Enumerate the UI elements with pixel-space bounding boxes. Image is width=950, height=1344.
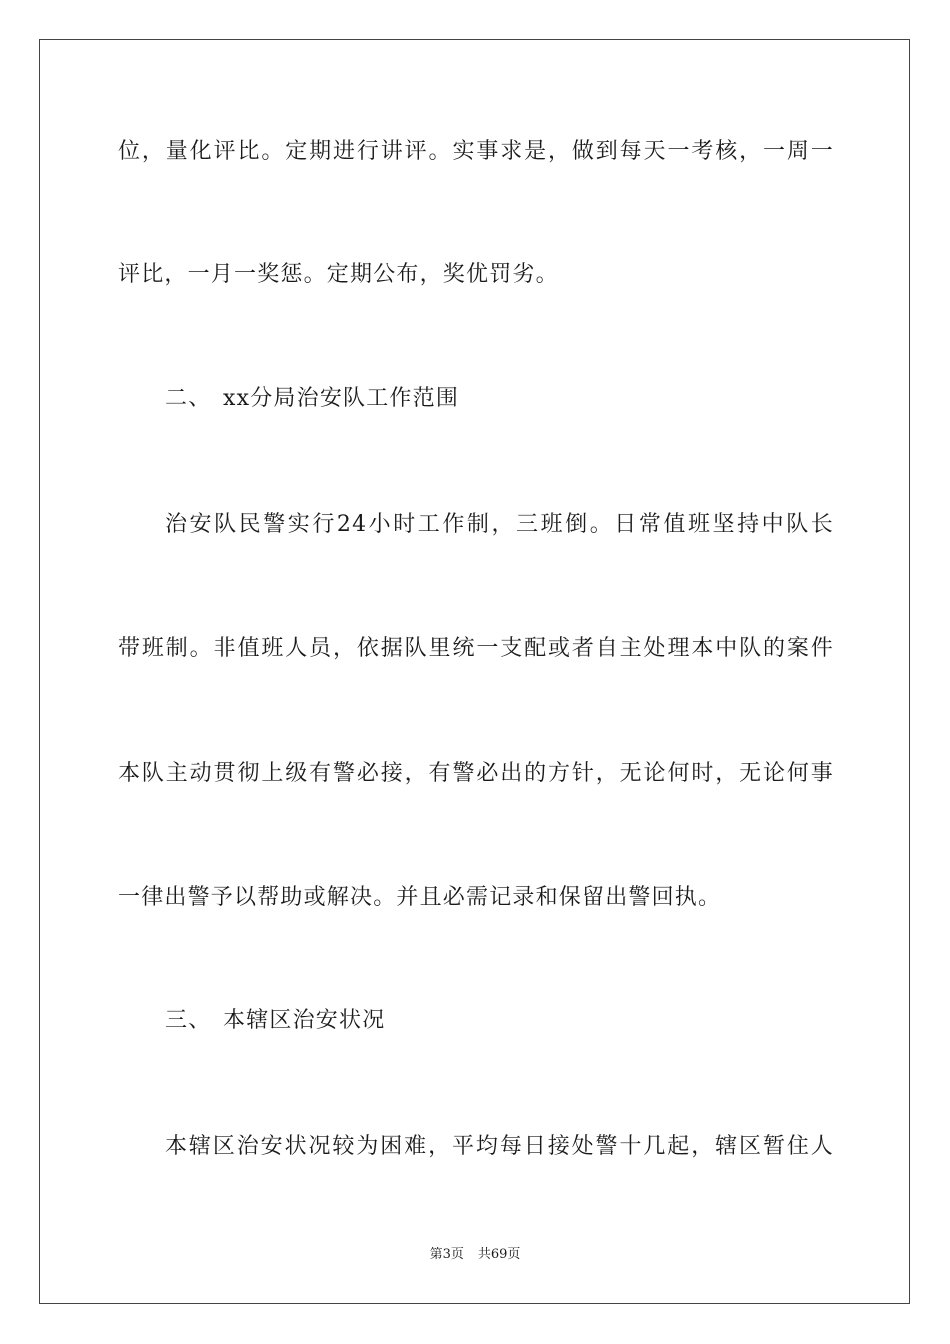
body-line-2: 评比，一月一奖惩。定期公布，奖优罚劣。 — [118, 262, 559, 287]
section-title: 本辖区治安状况 — [223, 1008, 386, 1033]
body-line-3: 治安队民警实行24小时工作制，三班倒。日常值班坚持中队长 — [165, 512, 834, 537]
page-footer — [0, 1246, 950, 1264]
section-number: 二、 — [165, 386, 212, 411]
page-number: 第3页 — [429, 1247, 464, 1262]
page-border — [39, 39, 910, 1304]
section-heading-2 — [165, 384, 459, 414]
body-line-6: 一律出警予以帮助或解决。并且必需记录和保留出警回执。 — [118, 885, 722, 910]
body-line-5: 本队主动贯彻上级有警必接，有警必出的方针，无论何时，无论何事 — [118, 761, 834, 786]
section-title: xx分局治安队工作范围 — [223, 386, 460, 411]
page-total: 共69页 — [477, 1247, 521, 1262]
body-line-4: 带班制。非值班人员，依据队里统一支配或者自主处理本中队的案件 — [118, 636, 834, 661]
body-line-1: 位，量化评比。定期进行讲评。实事求是，做到每天一考核，一周一 — [118, 139, 834, 164]
section-heading-3 — [165, 1006, 385, 1036]
section-number: 三、 — [165, 1008, 212, 1033]
body-line-7: 本辖区治安状况较为困难，平均每日接处警十几起，辖区暂住人 — [165, 1134, 834, 1159]
